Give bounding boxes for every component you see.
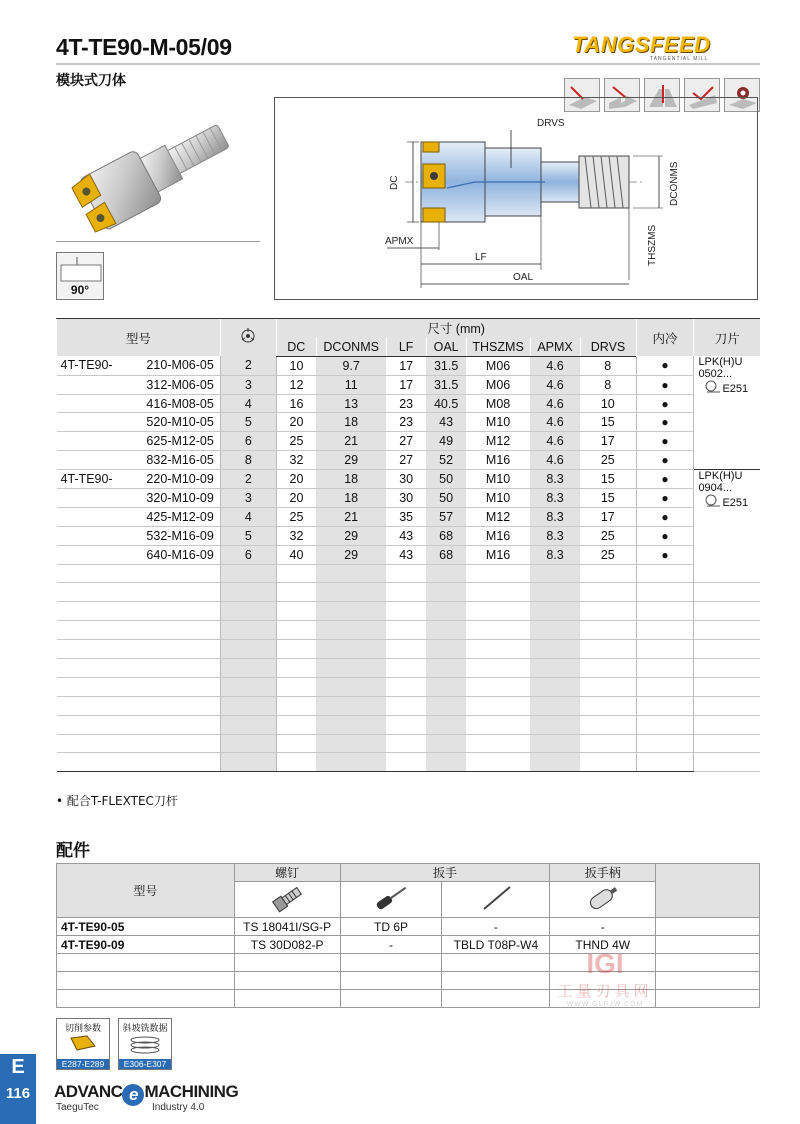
- dc-cell: 20: [276, 489, 316, 508]
- teeth-cell: 6: [220, 545, 276, 564]
- header-teeth: [220, 319, 276, 357]
- spec-table: [56, 318, 760, 772]
- oal-cell: 52: [426, 451, 466, 470]
- model-cell: [57, 413, 221, 432]
- drvs-cell: 17: [580, 432, 636, 451]
- empty-row: [57, 734, 761, 753]
- teeth-cell: 6: [220, 432, 276, 451]
- header-apmx: APMX: [530, 337, 580, 356]
- dconms-cell: 13: [316, 394, 386, 413]
- table-row: [57, 394, 761, 413]
- model-cell: [57, 432, 221, 451]
- table-row: [57, 451, 761, 470]
- screw-icon-cell: [234, 882, 340, 918]
- header-model: 型号: [57, 319, 221, 357]
- model-code: 320-M10-09: [146, 490, 214, 505]
- dc-cell: 20: [276, 413, 316, 432]
- magnifier-icon: [704, 380, 722, 394]
- table-row: [57, 432, 761, 451]
- empty-row: [57, 753, 761, 772]
- insert-ref[interactable]: [698, 494, 758, 509]
- coolant-cell: ●: [636, 394, 694, 413]
- teeth-cell: 5: [220, 413, 276, 432]
- page-number: 116: [5, 1085, 31, 1102]
- apmx-cell: 8.3: [530, 507, 580, 526]
- header-dimensions: 尺寸 (mm): [276, 319, 636, 338]
- dc-cell: 10: [276, 356, 316, 375]
- drvs-cell: 25: [580, 526, 636, 545]
- coolant-cell: ●: [636, 432, 694, 451]
- model-code: 532-M16-09: [146, 528, 214, 543]
- dc-cell: 32: [276, 526, 316, 545]
- lf-cell: 43: [386, 545, 426, 564]
- acc-handle: -: [550, 918, 656, 936]
- thszms-cell: M10: [466, 470, 530, 489]
- table-row: [57, 413, 761, 432]
- reference-pages: E287-E289: [57, 1059, 109, 1069]
- acc-header-empty: [656, 864, 760, 918]
- header-lf: LF: [386, 337, 426, 356]
- watermark-url: WWW.GLRJW.COM: [566, 1001, 644, 1008]
- teeth-cell: 2: [220, 470, 276, 489]
- dc-cell: 32: [276, 451, 316, 470]
- insert-page: E251: [722, 383, 749, 396]
- insert-cell: [694, 470, 760, 564]
- watermark-mark: IGI: [586, 948, 624, 979]
- reference-label: 切削参数: [64, 1024, 101, 1034]
- teeth-cell: 5: [220, 526, 276, 545]
- apmx-cell: 4.6: [530, 375, 580, 394]
- acc-wrench-1: -: [340, 936, 442, 954]
- drvs-cell: 8: [580, 375, 636, 394]
- acc-header-handle: 扳手柄: [550, 864, 656, 882]
- model-code: 640-M16-09: [146, 547, 214, 562]
- thszms-cell: M10: [466, 489, 530, 508]
- coolant-cell: ●: [636, 526, 694, 545]
- model-cell: [57, 356, 221, 375]
- oal-cell: 31.5: [426, 375, 466, 394]
- lf-cell: 23: [386, 413, 426, 432]
- acc-wrench-2: -: [442, 918, 550, 936]
- oal-cell: 43: [426, 413, 466, 432]
- wrench-handle-icon: [583, 883, 623, 913]
- lf-cell: 27: [386, 451, 426, 470]
- coolant-cell: ●: [636, 489, 694, 508]
- drvs-cell: 25: [580, 451, 636, 470]
- dconms-cell: 21: [316, 432, 386, 451]
- brand-logo: TANGSFEED: [572, 32, 711, 57]
- table-row: [57, 470, 761, 489]
- insert-size: 0502...: [698, 368, 733, 381]
- handle-icon-cell: [550, 882, 656, 918]
- empty-row: [57, 621, 761, 640]
- section-letter: E: [11, 1056, 25, 1078]
- model-prefix: 4T-TE90-: [60, 358, 113, 373]
- dconms-cell: 29: [316, 545, 386, 564]
- tool-photo: [56, 100, 266, 240]
- model-code: 425-M12-09: [146, 509, 214, 524]
- ramping-data-reference[interactable]: [118, 1018, 172, 1070]
- header-insert: 刀片: [694, 319, 760, 357]
- teeth-cell: 3: [220, 489, 276, 508]
- model-code: 416-M08-05: [146, 396, 214, 411]
- lf-cell: 23: [386, 394, 426, 413]
- dconms-cell: 29: [316, 526, 386, 545]
- header-dc: DC: [276, 337, 316, 356]
- page-title: 4T-TE90-M-05/09: [56, 34, 232, 60]
- coolant-cell: ●: [636, 507, 694, 526]
- dconms-cell: 21: [316, 507, 386, 526]
- apmx-cell: 4.6: [530, 394, 580, 413]
- lf-cell: 30: [386, 470, 426, 489]
- insert-cell: [694, 356, 760, 469]
- empty-row: [57, 564, 761, 583]
- model-code: 520-M10-05: [146, 415, 214, 430]
- acc-model: 4T-TE90-09: [57, 936, 235, 954]
- accessories-title: 配件: [56, 841, 90, 861]
- lf-cell: 43: [386, 526, 426, 545]
- thszms-cell: M16: [466, 526, 530, 545]
- coolant-cell: ●: [636, 545, 694, 564]
- dconms-cell: 29: [316, 451, 386, 470]
- drvs-cell: 15: [580, 413, 636, 432]
- apmx-cell: 8.3: [530, 489, 580, 508]
- photo-divider: [56, 241, 260, 242]
- brand-tagline: TANGENTIAL MILL: [650, 56, 709, 62]
- dconms-cell: 18: [316, 413, 386, 432]
- teeth-cell: 4: [220, 394, 276, 413]
- model-cell: [57, 375, 221, 394]
- empty-row: [57, 640, 761, 659]
- oal-cell: 40.5: [426, 394, 466, 413]
- dconms-cell: 9.7: [316, 356, 386, 375]
- technical-drawing: [274, 97, 758, 300]
- drawing-label-dc: DC: [389, 175, 400, 190]
- empty-row: [57, 659, 761, 678]
- dc-cell: 12: [276, 375, 316, 394]
- drawing-label-apmx: APMX: [385, 236, 414, 247]
- dc-cell: 25: [276, 507, 316, 526]
- cutting-data-icon: [57, 1034, 109, 1054]
- header-dconms: DCONMS: [316, 337, 386, 356]
- empty-row: [57, 677, 761, 696]
- coolant-cell: ●: [636, 375, 694, 394]
- logo-right: MACHINING: [144, 1082, 239, 1101]
- coolant-cell: ●: [636, 356, 694, 375]
- magnifier-icon: [704, 494, 722, 508]
- coolant-cell: ●: [636, 413, 694, 432]
- reference-links: [56, 1018, 172, 1070]
- table-row: [57, 489, 761, 508]
- drvs-cell: 15: [580, 489, 636, 508]
- apmx-cell: 4.6: [530, 356, 580, 375]
- header-oal: OAL: [426, 337, 466, 356]
- footer-slogan: Industry 4.0: [152, 1102, 205, 1113]
- model-cell: [57, 470, 221, 489]
- model-code: 625-M12-05: [146, 434, 214, 449]
- model-code: 210-M06-05: [146, 358, 214, 373]
- apmx-cell: 8.3: [530, 526, 580, 545]
- acc-header-model: 型号: [57, 864, 235, 918]
- model-code: 220-M10-09: [146, 472, 214, 487]
- thszms-cell: M06: [466, 375, 530, 394]
- model-cell: [57, 545, 221, 564]
- coolant-cell: ●: [636, 470, 694, 489]
- lf-cell: 17: [386, 356, 426, 375]
- oal-cell: 50: [426, 470, 466, 489]
- reference-pages: E306-E307: [119, 1059, 171, 1069]
- insert-code: LPK(H)U: [698, 356, 743, 369]
- acc-screw: TS 30D082-P: [234, 936, 340, 954]
- thszms-cell: M16: [466, 545, 530, 564]
- apmx-cell: 4.6: [530, 413, 580, 432]
- drawing-label-dconms: DCONMS: [669, 161, 680, 206]
- lf-cell: 30: [386, 489, 426, 508]
- dc-cell: 40: [276, 545, 316, 564]
- insert-page: E251: [722, 497, 749, 510]
- model-cell: [57, 489, 221, 508]
- acc-header-wrench: 扳手: [340, 864, 550, 882]
- approach-angle-label: 90°: [70, 283, 90, 297]
- drawing-label-drvs: DRVS: [537, 118, 565, 129]
- approach-angle-badge: [56, 252, 104, 300]
- dc-cell: 25: [276, 432, 316, 451]
- teeth-cell: 4: [220, 507, 276, 526]
- empty-row: [57, 715, 761, 734]
- table-row: [57, 545, 761, 564]
- oal-cell: 49: [426, 432, 466, 451]
- thszms-cell: M12: [466, 507, 530, 526]
- table-row: [57, 507, 761, 526]
- header-thszms: THSZMS: [466, 337, 530, 356]
- teeth-cell: 2: [220, 356, 276, 375]
- logo-e: e: [122, 1084, 144, 1106]
- lf-cell: 27: [386, 432, 426, 451]
- spec-table-body: [57, 356, 761, 772]
- empty-row: [57, 696, 761, 715]
- model-cell: [57, 526, 221, 545]
- footer-company: TaeguTec: [56, 1102, 99, 1113]
- drvs-cell: 10: [580, 394, 636, 413]
- watermark-text: 工量刃具网: [557, 983, 653, 1000]
- section-tab: [0, 1054, 36, 1124]
- screw-icon: [267, 883, 307, 913]
- acc-header-screw: 螺钉: [234, 864, 340, 882]
- table-row: [57, 375, 761, 394]
- flute-count-icon: [240, 328, 256, 344]
- model-code: 832-M16-05: [146, 453, 214, 468]
- acc-handle: THND 4W: [550, 936, 656, 954]
- model-cell: [57, 507, 221, 526]
- lf-cell: 17: [386, 375, 426, 394]
- oal-cell: 31.5: [426, 356, 466, 375]
- insert-code: LPK(H)U: [698, 470, 743, 483]
- oal-cell: 57: [426, 507, 466, 526]
- thszms-cell: M10: [466, 413, 530, 432]
- torx-driver-icon-cell: [340, 882, 442, 918]
- model-cell: [57, 394, 221, 413]
- accessory-row: [57, 918, 760, 936]
- acc-wrench-2: TBLD T08P-W4: [442, 936, 550, 954]
- drvs-cell: 15: [580, 470, 636, 489]
- acc-wrench-1: TD 6P: [340, 918, 442, 936]
- watermark: [540, 948, 670, 1008]
- cutting-data-reference[interactable]: [56, 1018, 110, 1070]
- drvs-cell: 17: [580, 507, 636, 526]
- thszms-cell: M08: [466, 394, 530, 413]
- ramping-data-icon: [119, 1034, 171, 1054]
- compatibility-note: • 配合T-FLEXTEC刀杆: [56, 794, 178, 808]
- thszms-cell: M06: [466, 356, 530, 375]
- model-prefix: 4T-TE90-: [60, 472, 113, 487]
- header-drvs: DRVS: [580, 337, 636, 356]
- table-row: [57, 356, 761, 375]
- dconms-cell: 18: [316, 489, 386, 508]
- apmx-cell: 8.3: [530, 545, 580, 564]
- acc-screw: TS 18041I/SG-P: [234, 918, 340, 936]
- drawing-label-thszms: THSZMS: [647, 224, 658, 266]
- drawing-label-lf: LF: [475, 252, 487, 263]
- lf-cell: 35: [386, 507, 426, 526]
- coolant-cell: ●: [636, 451, 694, 470]
- header-coolant: 内冷: [636, 319, 694, 357]
- model-code: 312-M06-05: [146, 377, 214, 392]
- dconms-cell: 18: [316, 470, 386, 489]
- apmx-cell: 4.6: [530, 432, 580, 451]
- table-row: [57, 526, 761, 545]
- apmx-cell: 4.6: [530, 451, 580, 470]
- thszms-cell: M16: [466, 451, 530, 470]
- dc-cell: 20: [276, 470, 316, 489]
- oal-cell: 68: [426, 526, 466, 545]
- drvs-cell: 8: [580, 356, 636, 375]
- teeth-cell: 8: [220, 451, 276, 470]
- wrench-bit-icon: [476, 883, 516, 913]
- logo-left: ADVANC: [54, 1082, 123, 1101]
- dc-cell: 16: [276, 394, 316, 413]
- torx-driver-icon: [371, 883, 411, 913]
- acc-model: 4T-TE90-05: [57, 918, 235, 936]
- bit-icon-cell: [442, 882, 550, 918]
- empty-row: [57, 583, 761, 602]
- model-cell: [57, 451, 221, 470]
- reference-label: 斜坡铣数据: [122, 1024, 168, 1034]
- thszms-cell: M12: [466, 432, 530, 451]
- teeth-cell: 3: [220, 375, 276, 394]
- empty-row: [57, 602, 761, 621]
- apmx-cell: 8.3: [530, 470, 580, 489]
- page-subtitle: 模块式刀体: [56, 73, 126, 89]
- insert-size: 0904...: [698, 482, 733, 495]
- oal-cell: 50: [426, 489, 466, 508]
- title-divider: [56, 63, 760, 65]
- drawing-label-oal: OAL: [513, 272, 534, 283]
- oal-cell: 68: [426, 545, 466, 564]
- dconms-cell: 11: [316, 375, 386, 394]
- drvs-cell: 25: [580, 545, 636, 564]
- insert-ref[interactable]: [698, 380, 758, 395]
